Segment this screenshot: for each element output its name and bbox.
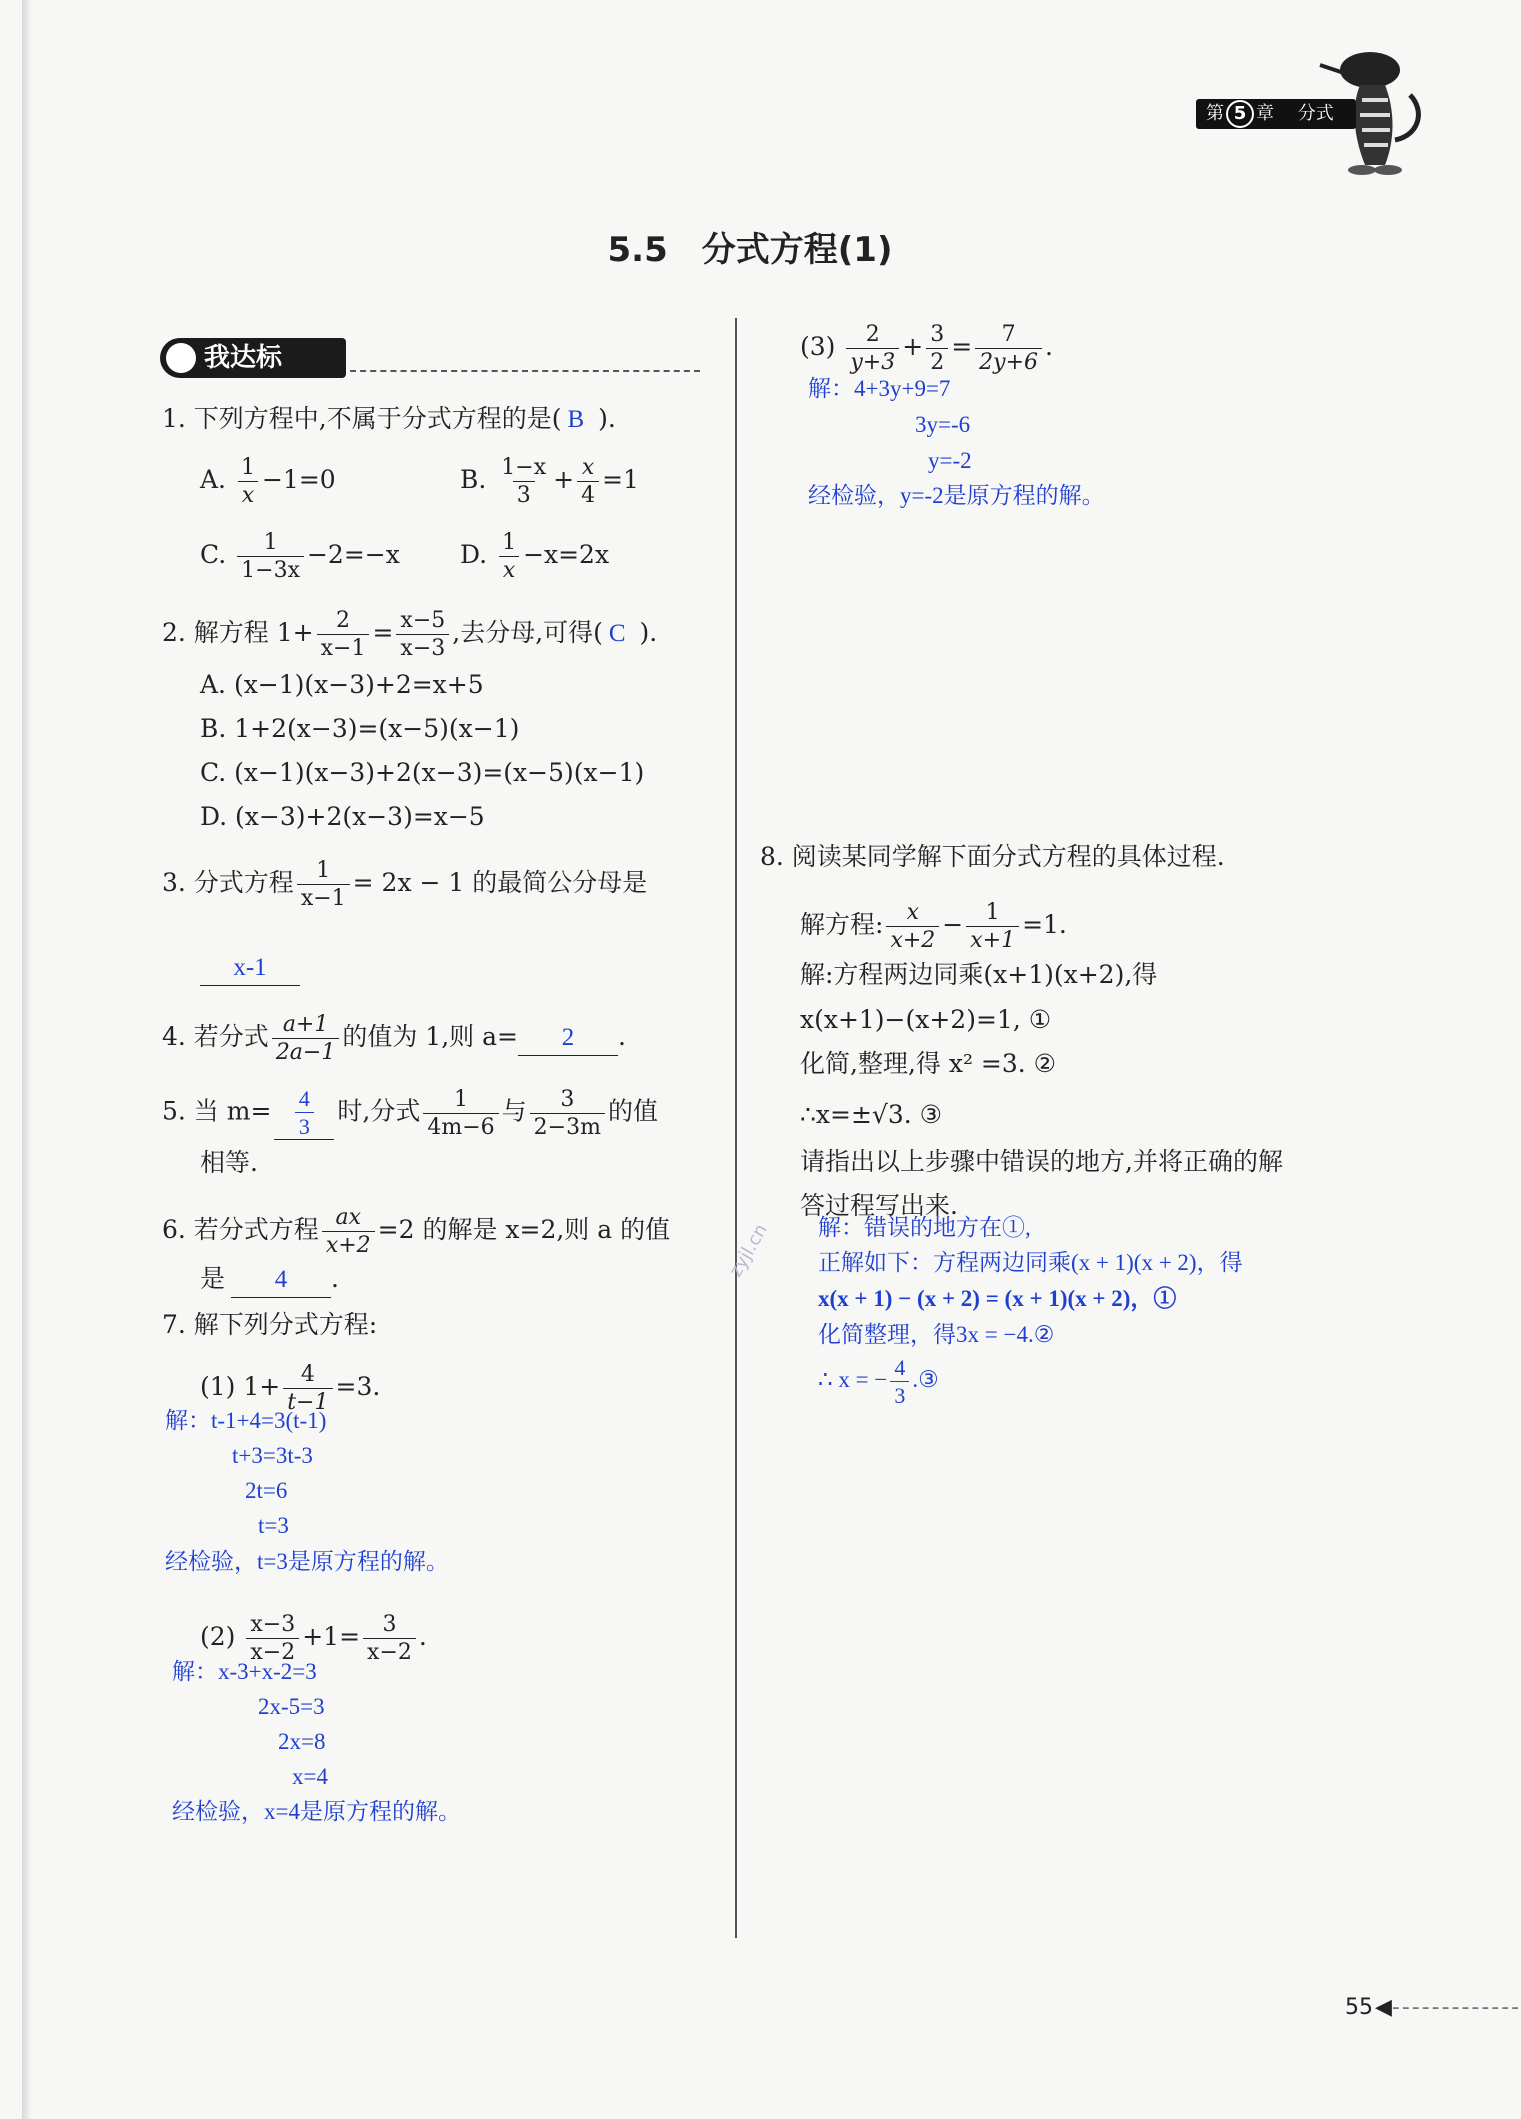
q3-answer-blank (200, 950, 300, 986)
q8-step0: 解:方程两边同乘(x+1)(x+2),得 (800, 960, 1158, 989)
q8-sol-2: x(x + 1) − (x + 2) = (x + 1)(x + 2)，① (818, 1286, 1177, 1311)
column-divider (735, 318, 737, 1938)
arrow-left-icon: ◀ (1375, 1995, 1392, 2020)
q7-p1-sol-1: t+3=3t-3 (232, 1443, 313, 1468)
q5-stem: 5. 当 m= $\frac{4}{3}$ 时,分式 $\frac{1}{4m-6}$ 与 $\frac{3}{2-3m}$ 的值 (162, 1086, 658, 1140)
q1-option-b: B. $\frac{1-x}{3}$ + $\frac{x}{4}$ =1 (460, 455, 639, 508)
q8-sol-0: 解：错误的地方在①, (818, 1215, 1031, 1240)
q7-p2-sol-4: 经检验，x=4是原方程的解。 (172, 1799, 461, 1824)
q6-stem: 6. 若分式方程 $\frac{ax}{x+2}$ =2 的解是 x=2,则 a 的值 (162, 1205, 671, 1258)
q7-part3: (3) $\frac{2}{y+3}$ + $\frac{3}{2}$ = $\frac{7}{2y+6}$ . (800, 322, 1053, 375)
q2-stem: 2. 解方程 1+ $\frac{2}{x-1}$ = $\frac{x-5}{x-3}$ ,去分母,可得( C ). (162, 608, 658, 661)
chapter-number: 5 (1226, 100, 1254, 128)
q1-option-a: A. $\frac{1}{x}$ −1=0 (200, 455, 336, 508)
q7-p1-sol-2: 2t=6 (245, 1478, 288, 1503)
q2-option-c: C. (x−1)(x−3)+2(x−3)=(x−5)(x−1) (200, 758, 645, 787)
q7-p2-sol-3: x=4 (292, 1764, 328, 1789)
page-edge (22, 0, 32, 2119)
q7-p1-sol-3: t=3 (258, 1513, 289, 1538)
banner-icon (166, 343, 196, 373)
q3-answer: x-1 (200, 951, 300, 986)
q1-answer: B (567, 406, 585, 433)
chapter-title: 分式 (1297, 103, 1334, 124)
q8-sol-3: 化简整理，得3x = −4.② (818, 1322, 1055, 1347)
q7-part2: (2) $\frac{x-3}{x-2}$ +1= $\frac{3}{x-2}$ . (200, 1612, 427, 1665)
q7-p3-sol-3: 经检验，y=-2是原方程的解。 (808, 483, 1105, 508)
q7-stem: 7. 解下列分式方程: (162, 1310, 378, 1339)
q8-sol-1: 正解如下：方程两边同乘(x + 1)(x + 2)，得 (818, 1250, 1243, 1275)
q1-option-d: D. $\frac{1}{x}$ −x=2x (460, 530, 610, 583)
q5-line2: 相等. (200, 1148, 258, 1177)
section-banner (160, 338, 346, 378)
q6-line2: 是 4 . (200, 1262, 339, 1298)
q8-task-line2: 答过程写出来. (800, 1191, 958, 1220)
q4-stem: 4. 若分式 $\frac{a+1}{2a-1}$ 的值为 1,则 a= 2 . (162, 1012, 626, 1065)
q7-p3-sol-1: 3y=-6 (915, 412, 971, 437)
q7-p2-sol-0: 解：x-3+x-2=3 (172, 1659, 317, 1684)
chapter-prefix: 第 (1206, 103, 1224, 124)
q7-p2-sol-1: 2x-5=3 (258, 1694, 325, 1719)
q8-step2: 化简,整理,得 x² =3. ② (800, 1049, 1057, 1078)
q3-stem: 3. 分式方程 $\frac{1}{x-1}$ = 2x − 1 的最简公分母是 (162, 858, 648, 911)
q8-stem: 8. 阅读某同学解下面分式方程的具体过程. (760, 842, 1225, 871)
chapter-chip (1196, 99, 1356, 129)
q2-option-a: A. (x−1)(x−3)+2=x+5 (200, 670, 484, 699)
q2-option-d: D. (x−3)+2(x−3)=x−5 (200, 802, 485, 831)
q7-p3-sol-0: 解：4+3y+9=7 (808, 376, 951, 401)
page-title: 5.5 分式方程(1) (607, 230, 893, 270)
q8-task-line1: 请指出以上步骤中错误的地方,并将正确的解 (800, 1147, 1283, 1176)
q1-stem: 1. 下列方程中,不属于分式方程的是( B ). (162, 404, 616, 433)
q7-p1-sol-4: 经检验，t=3是原方程的解。 (165, 1549, 449, 1574)
q2-answer: C (608, 620, 626, 647)
q1-option-c: C. $\frac{1}{1-3x}$ −2=−x (200, 530, 400, 583)
q2-option-b: B. 1+2(x−3)=(x−5)(x−1) (200, 714, 520, 743)
watermark: zyjl.cn (725, 1220, 772, 1281)
q6-answer: 4 (231, 1263, 331, 1298)
q7-p1-sol-0: 解：t-1+4=3(t-1) (165, 1408, 327, 1433)
page-number: 55◀‐‐‐‐‐‐‐‐‐‐‐‐‐ (1345, 1995, 1521, 2020)
q7-part1: (1) 1+ $\frac{4}{t-1}$ =3. (200, 1362, 381, 1415)
q8-equation: 解方程: $\frac{x}{x+2}$ − $\frac{1}{x+1}$ =1. (800, 900, 1067, 953)
chapter-suffix: 章 (1256, 103, 1274, 124)
q8-sol-4: ∴ x = − $\frac{4}{3}$ .③ (818, 1355, 939, 1408)
banner-label: 我达标 (204, 343, 283, 373)
q8-step1: x(x+1)−(x+2)=1, ① (800, 1005, 1052, 1034)
q8-step3: ∴x=±√3. ③ (800, 1100, 943, 1129)
q4-answer: 2 (518, 1021, 618, 1056)
q7-p3-sol-2: y=-2 (928, 448, 972, 473)
q5-answer: $\frac{4}{3}$ (274, 1086, 334, 1140)
q7-p2-sol-2: 2x=8 (278, 1729, 326, 1754)
banner-dash-line (350, 370, 700, 372)
